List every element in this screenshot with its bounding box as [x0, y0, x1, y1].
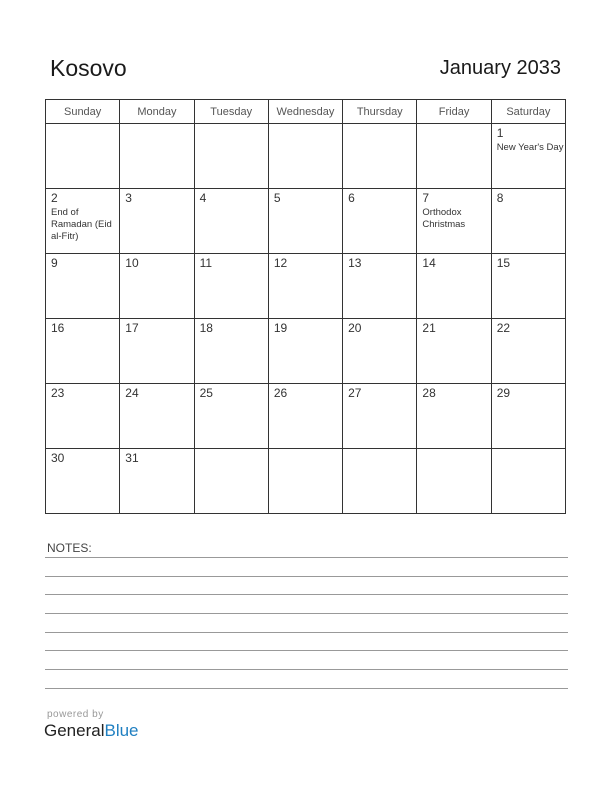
calendar-day-cell [46, 319, 120, 384]
calendar-day-cell [194, 384, 268, 449]
calendar-day-cell [343, 449, 417, 514]
calendar-day-cell [120, 384, 194, 449]
calendar-day-cell [194, 189, 268, 254]
calendar-day-cell [343, 384, 417, 449]
day-number: 23 [51, 386, 65, 400]
holiday-label: New Year's Day [496, 142, 564, 153]
day-number: 6 [348, 191, 355, 205]
day-number: 27 [348, 386, 362, 400]
calendar-day-cell [46, 124, 120, 189]
calendar-day-cell [491, 319, 565, 384]
day-number: 26 [273, 386, 288, 400]
notes-label: NOTES: [47, 541, 92, 555]
calendar-day-cell [491, 384, 565, 449]
calendar-day-cell [194, 124, 268, 189]
calendar-day-cell [268, 189, 342, 254]
notes-line [45, 576, 568, 577]
weekday-header: Wednesday [268, 100, 342, 124]
day-number: 8 [496, 191, 504, 205]
day-number: 1 [496, 126, 504, 140]
calendar-day-cell [268, 449, 342, 514]
notes-line [45, 613, 568, 614]
calendar-week-row [46, 254, 566, 319]
calendar-week-row [46, 124, 566, 189]
day-number: 15 [496, 256, 511, 270]
day-number: 25 [199, 386, 213, 400]
weekday-header: Saturday [491, 100, 565, 124]
day-number: 12 [273, 256, 288, 270]
calendar-day-cell [417, 124, 491, 189]
day-number: 18 [199, 321, 213, 335]
calendar-day-cell [194, 449, 268, 514]
calendar-day-cell [417, 449, 491, 514]
calendar-day-cell [268, 384, 342, 449]
powered-by-text: powered by [47, 709, 104, 720]
calendar-day-cell [343, 124, 417, 189]
day-number: 10 [125, 256, 139, 270]
notes-line [45, 632, 568, 633]
calendar-week-row [46, 384, 566, 449]
day-number: 30 [51, 451, 65, 465]
calendar-day-cell [491, 189, 565, 254]
day-number: 22 [496, 321, 511, 335]
calendar-day-cell [46, 254, 120, 319]
calendar-day-cell [417, 384, 491, 449]
day-number: 20 [348, 321, 362, 335]
day-number: 9 [51, 256, 58, 270]
calendar-day-cell [491, 449, 565, 514]
calendar-country-title: Kosovo [50, 55, 127, 81]
day-number: 5 [273, 191, 281, 205]
calendar-week-row [46, 449, 566, 514]
holiday-label: End of Ramadan (Eid al-Fitr) [51, 207, 112, 242]
day-number: 31 [125, 451, 139, 465]
calendar-day-cell [120, 319, 194, 384]
day-number: 11 [199, 256, 213, 270]
day-number: 2 [51, 191, 58, 205]
day-number: 24 [125, 386, 139, 400]
calendar-day-cell [46, 189, 120, 254]
day-number: 19 [273, 321, 288, 335]
notes-line [45, 688, 568, 689]
day-number: 14 [422, 256, 436, 270]
day-number: 29 [496, 386, 511, 400]
calendar-day-cell [417, 254, 491, 319]
calendar-week-row [46, 319, 566, 384]
calendar-day-cell [120, 449, 194, 514]
weekday-header-row [46, 100, 566, 124]
calendar-day-cell [46, 449, 120, 514]
calendar-day-cell [491, 254, 565, 319]
day-number: 3 [125, 191, 132, 205]
weekday-header: Monday [120, 100, 194, 124]
calendar-day-cell [120, 254, 194, 319]
brand-part-blue: Blue [104, 721, 139, 740]
notes-line [45, 650, 568, 651]
calendar-week-row [46, 189, 566, 254]
weekday-header: Tuesday [194, 100, 268, 124]
calendar-day-cell [343, 189, 417, 254]
calendar-day-cell [194, 319, 268, 384]
day-number: 17 [125, 321, 139, 335]
notes-line [45, 669, 568, 670]
generalblue-logo [44, 721, 139, 741]
calendar-day-cell [268, 319, 342, 384]
calendar-day-cell [491, 124, 565, 189]
day-number: 4 [199, 191, 207, 205]
notes-line [45, 557, 568, 558]
calendar-day-cell [120, 124, 194, 189]
day-number: 28 [422, 386, 436, 400]
day-number: 16 [51, 321, 65, 335]
calendar-day-cell [343, 254, 417, 319]
notes-line [45, 594, 568, 595]
weekday-header: Sunday [46, 100, 120, 124]
day-number: 7 [422, 191, 430, 205]
calendar-day-cell [417, 319, 491, 384]
calendar-grid [45, 99, 566, 514]
calendar-day-cell [120, 189, 194, 254]
weekday-header: Thursday [343, 100, 417, 124]
day-number: 21 [422, 321, 436, 335]
calendar-day-cell [343, 319, 417, 384]
calendar-day-cell [268, 124, 342, 189]
calendar-day-cell [417, 189, 491, 254]
day-number: 13 [348, 256, 362, 270]
calendar-day-cell [194, 254, 268, 319]
holiday-label: Orthodox Christmas [422, 207, 466, 230]
calendar-day-cell [46, 384, 120, 449]
brand-part-general: General [44, 721, 105, 740]
calendar-day-cell [268, 254, 342, 319]
calendar-month-title: January 2033 [439, 57, 561, 79]
weekday-header: Friday [417, 100, 491, 124]
